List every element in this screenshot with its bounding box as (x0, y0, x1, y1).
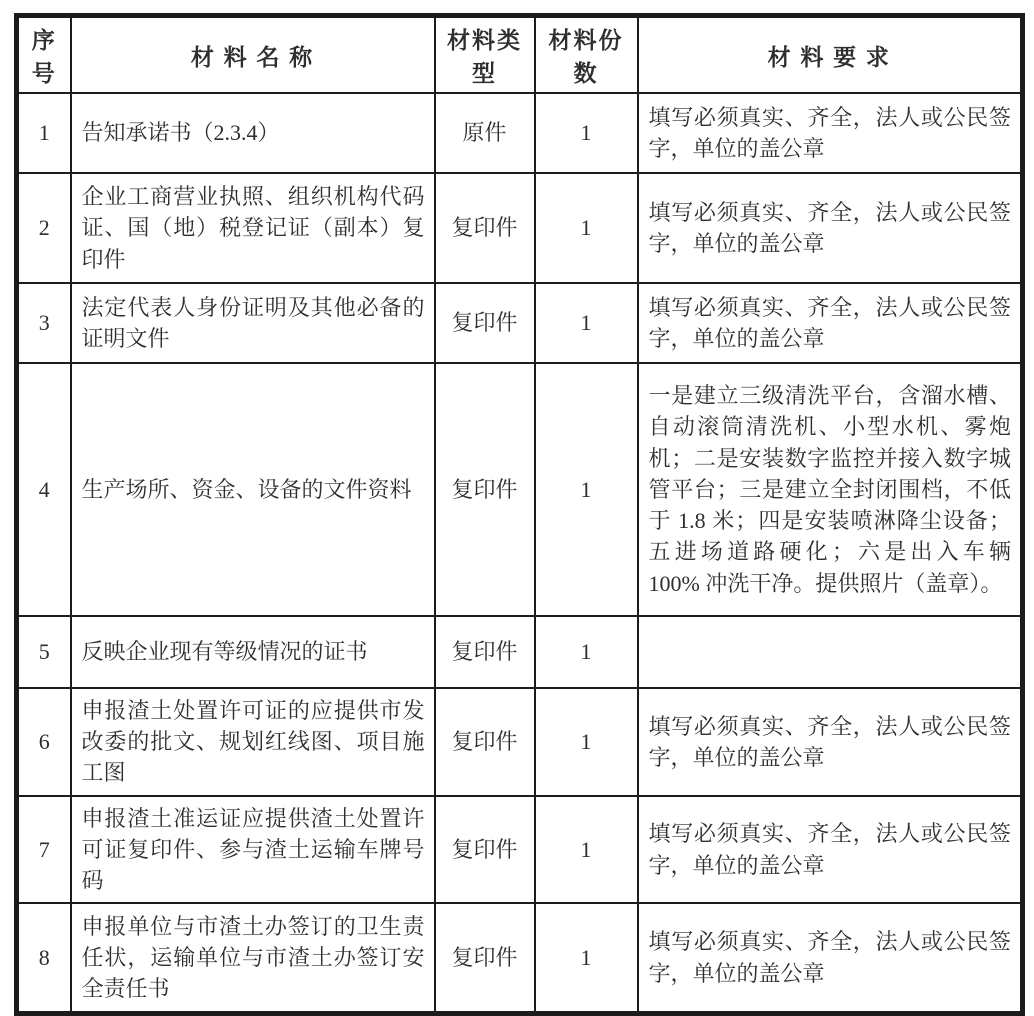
name-cell: 企业工商营业执照、组织机构代码证、国（地）税登记证（副本）复印件 (71, 173, 435, 283)
table-row (17, 363, 1023, 616)
copies-cell: 1 (535, 903, 638, 1013)
seq-cell: 2 (17, 173, 71, 283)
type-cell: 复印件 (435, 903, 535, 1013)
table-row (17, 173, 1023, 283)
type-cell: 复印件 (435, 283, 535, 363)
copies-cell: 1 (535, 283, 638, 363)
name-cell: 告知承诺书（2.3.4） (71, 93, 435, 173)
materials-table (14, 13, 1025, 1016)
req-cell: 填写必须真实、齐全，法人或公民签字，单位的盖公章 (638, 283, 1023, 363)
seq-cell: 6 (17, 688, 71, 796)
req-cell: 填写必须真实、齐全，法人或公民签字，单位的盖公章 (638, 796, 1023, 904)
table-row (17, 616, 1023, 688)
req-cell: 填写必须真实、齐全，法人或公民签字，单位的盖公章 (638, 688, 1023, 796)
seq-cell: 8 (17, 903, 71, 1013)
copies-cell: 1 (535, 93, 638, 173)
col-header-name: 材 料 名 称 (71, 16, 435, 94)
type-cell: 复印件 (435, 173, 535, 283)
seq-cell: 5 (17, 616, 71, 688)
copies-cell: 1 (535, 173, 638, 283)
name-cell: 申报渣土处置许可证的应提供市发改委的批文、规划红线图、项目施工图 (71, 688, 435, 796)
col-header-type: 材料类型 (435, 16, 535, 94)
type-cell: 复印件 (435, 616, 535, 688)
table-row (17, 796, 1023, 904)
req-cell: 填写必须真实、齐全，法人或公民签字，单位的盖公章 (638, 93, 1023, 173)
name-cell: 生产场所、资金、设备的文件资料 (71, 363, 435, 616)
copies-cell: 1 (535, 688, 638, 796)
table-row (17, 903, 1023, 1013)
type-cell: 复印件 (435, 796, 535, 904)
col-header-seq: 序号 (17, 16, 71, 94)
name-cell: 申报渣土准运证应提供渣土处置许可证复印件、参与渣土运输车牌号码 (71, 796, 435, 904)
req-cell: 填写必须真实、齐全，法人或公民签字，单位的盖公章 (638, 903, 1023, 1013)
table-row (17, 283, 1023, 363)
table-row (17, 688, 1023, 796)
seq-cell: 3 (17, 283, 71, 363)
seq-cell: 7 (17, 796, 71, 904)
name-cell: 法定代表人身份证明及其他必备的证明文件 (71, 283, 435, 363)
seq-cell: 1 (17, 93, 71, 173)
req-cell: 一是建立三级清洗平台，含溜水槽、自动滚筒清洗机、小型水机、雾炮机；二是安装数字监控并接入数字城管平台；三是建立全封闭围档，不低于 1.8 米；四是安装喷淋降尘设备；五进场道路硬化；六是出入车辆 100% 冲洗干净。提供照片（盖章）。 (638, 363, 1023, 616)
type-cell: 原件 (435, 93, 535, 173)
copies-cell: 1 (535, 363, 638, 616)
table-row (17, 93, 1023, 173)
name-cell: 反映企业现有等级情况的证书 (71, 616, 435, 688)
copies-cell: 1 (535, 796, 638, 904)
req-cell (638, 616, 1023, 688)
seq-cell: 4 (17, 363, 71, 616)
copies-cell: 1 (535, 616, 638, 688)
col-header-copies: 材料份数 (535, 16, 638, 94)
col-header-req: 材 料 要 求 (638, 16, 1023, 94)
name-cell: 申报单位与市渣土办签订的卫生责任状，运输单位与市渣土办签订安全责任书 (71, 903, 435, 1013)
type-cell: 复印件 (435, 688, 535, 796)
header-row (17, 16, 1023, 94)
req-cell: 填写必须真实、齐全，法人或公民签字，单位的盖公章 (638, 173, 1023, 283)
type-cell: 复印件 (435, 363, 535, 616)
